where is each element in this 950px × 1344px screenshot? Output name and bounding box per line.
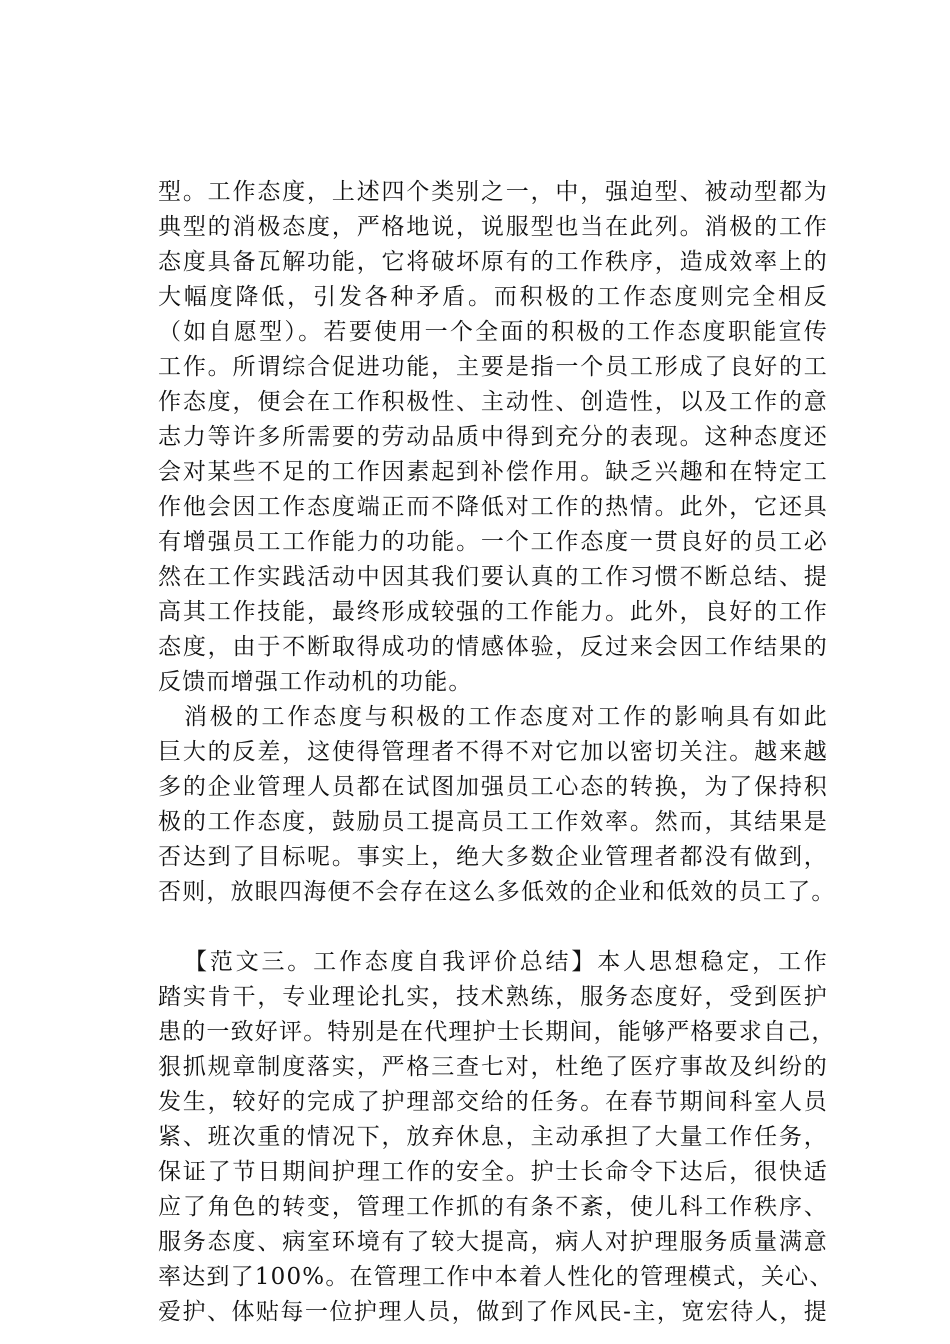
text-line: （如自愿型）。若要使用一个全面的积极的工作态度职能宣传 xyxy=(158,319,828,345)
text-line: 狠抓规章制度落实，严格三查七对，杜绝了医疗事故及纠纷的 xyxy=(158,1054,828,1080)
text-line: 多的企业管理人员都在试图加强员工心态的转换，为了保持积 xyxy=(158,774,828,800)
text-line: 大幅度降低，引发各种矛盾。而积极的工作态度则完全相反 xyxy=(158,284,828,310)
text-line: 保证了节日期间护理工作的安全。护士长命令下达后，很快适 xyxy=(158,1159,828,1185)
text-line: 志力等许多所需要的劳动品质中得到充分的表现。这种态度还 xyxy=(158,424,828,450)
text-line: 消极的工作态度与积极的工作态度对工作的影响具有如此 xyxy=(184,704,828,730)
text-line: 高其工作技能，最终形成较强的工作能力。此外，良好的工作 xyxy=(158,599,828,625)
text-line: 率达到了100%。在管理工作中本着人性化的管理模式，关心、 xyxy=(158,1264,834,1290)
text-line: 巨大的反差，这使得管理者不得不对它加以密切关注。越来越 xyxy=(158,739,828,765)
text-line: 型。工作态度，上述四个类别之一，中，强迫型、被动型都为 xyxy=(158,179,828,205)
text-line: 紧、班次重的情况下，放弃休息，主动承担了大量工作任务， xyxy=(158,1124,828,1150)
text-line: 会对某些不足的工作因素起到补偿作用。缺乏兴趣和在特定工 xyxy=(158,459,828,485)
text-line: 否达到了目标呢。事实上，绝大多数企业管理者都没有做到， xyxy=(158,844,828,870)
text-line: 应了角色的转变，管理工作抓的有条不紊，使儿科工作秩序、 xyxy=(158,1194,828,1220)
text-line: 作态度，便会在工作积极性、主动性、创造性，以及工作的意 xyxy=(158,389,828,415)
text-line: 踏实肯干，专业理论扎实，技术熟练，服务态度好，受到医护 xyxy=(158,984,828,1010)
text-line: 态度，由于不断取得成功的情感体验，反过来会因工作结果的 xyxy=(158,634,828,660)
text-line: 极的工作态度，鼓励员工提高员工工作效率。然而，其结果是 xyxy=(158,809,828,835)
text-line: 态度具备瓦解功能，它将破坏原有的工作秩序，造成效率上的 xyxy=(158,249,828,275)
text-line: 否则，放眼四海便不会存在这么多低效的企业和低效的员工了。 xyxy=(158,879,836,905)
text-line: 工作。所谓综合促进功能，主要是指一个员工形成了良好的工 xyxy=(158,354,828,380)
text-line: 服务态度、病室环境有了较大提高，病人对护理服务质量满意 xyxy=(158,1229,828,1255)
text-line: 反馈而增强工作动机的功能。 xyxy=(158,669,473,695)
text-line: 有增强员工工作能力的功能。一个工作态度一贯良好的员工必 xyxy=(158,529,828,555)
text-line: 发生，较好的完成了护理部交给的任务。在春节期间科室人员 xyxy=(158,1089,828,1115)
text-line: 患的一致好评。特别是在代理护士长期间，能够严格要求自己， xyxy=(158,1019,836,1045)
text-line: 然在工作实践活动中因其我们要认真的工作习惯不断总结、提 xyxy=(158,564,828,590)
text-line: 爱护、体贴每一位护理人员，做到了作风民-主，宽宏待人，提 xyxy=(158,1299,828,1325)
text-line: 【范文三。工作态度自我评价总结】本人思想稳定，工作 xyxy=(184,949,828,975)
text-line: 作他会因工作态度端正而不降低对工作的热情。此外，它还具 xyxy=(158,494,828,520)
text-line: 典型的消极态度，严格地说，说服型也当在此列。消极的工作 xyxy=(158,214,828,240)
